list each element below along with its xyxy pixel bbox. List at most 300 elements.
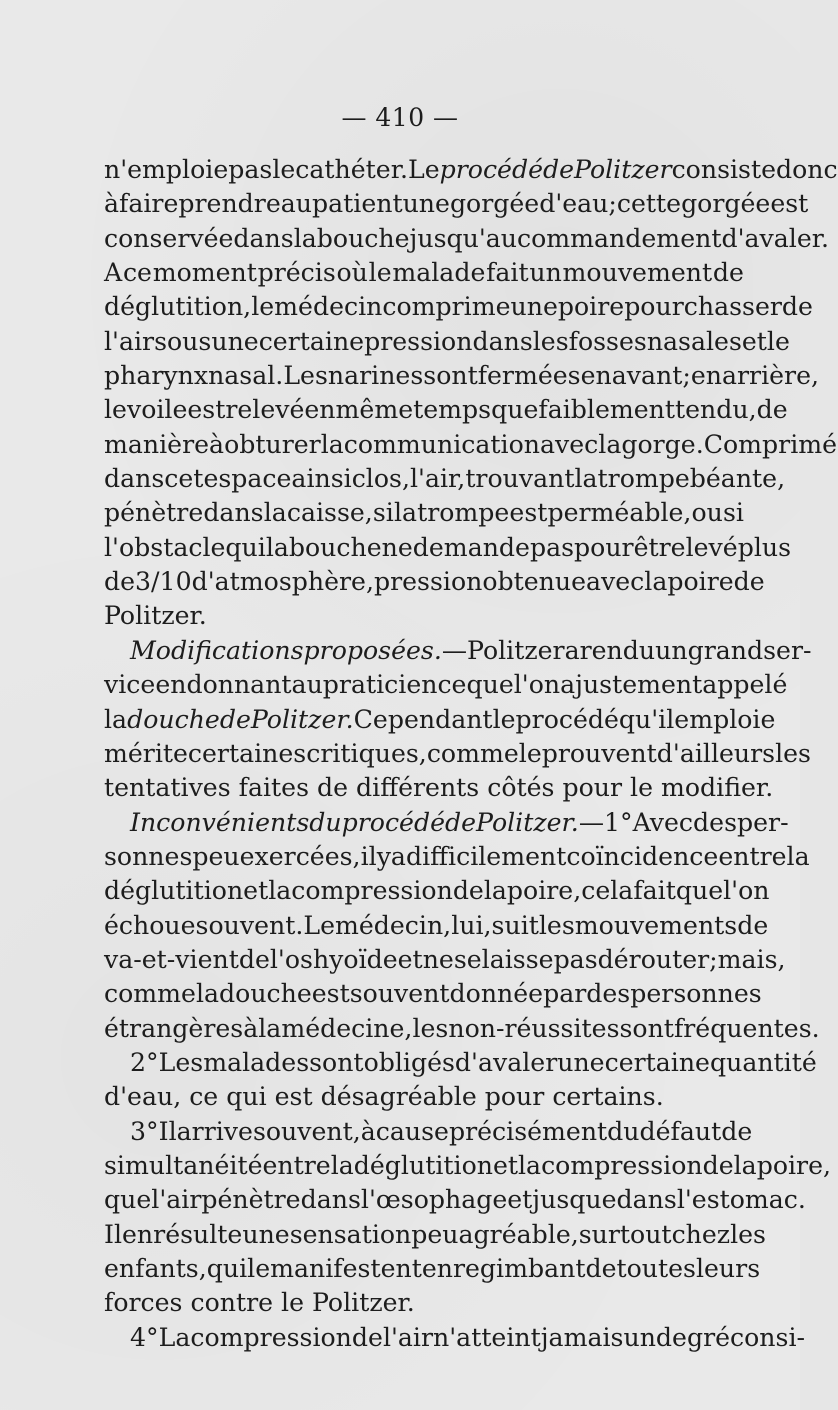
word: prouvent [541,738,657,768]
word: pas [228,155,273,184]
word: 1° [604,807,633,837]
word: grand [687,635,764,665]
text-line [104,771,774,805]
word: le [518,738,542,768]
word: relevé [225,395,305,425]
word: de [445,807,477,837]
word: forces [104,1288,183,1318]
word: jusqu'au [409,223,517,253]
word: de [585,1254,617,1283]
text-line [104,428,838,462]
word: Politzer. [312,1288,415,1318]
word: les [730,1219,766,1249]
word: simultanéité [104,1150,263,1180]
text-line [104,1218,766,1252]
word: de [452,876,484,906]
word: demande [412,532,530,562]
word: ce [189,1082,219,1112]
word: pour [484,1082,545,1112]
text-line [104,1321,806,1355]
word: Politzer [574,155,672,184]
word: avec [586,567,645,597]
word: levé [685,532,738,562]
word: Il [158,1116,177,1146]
word: n'emploie [104,155,229,184]
word: que [104,1185,152,1215]
word: comme [426,738,519,768]
word: comprime [382,292,511,322]
word: et [243,876,269,906]
word: les [532,326,569,356]
word: regimbant [452,1254,586,1283]
word: en [421,1254,453,1283]
word: Les [283,361,328,391]
word: avec [540,429,599,459]
word: l'air, [409,464,466,494]
word: béante, [689,464,786,494]
word: il [360,841,377,871]
word: pharynx [104,361,209,391]
word: pas [553,944,598,974]
word: 4° [130,1322,159,1352]
word: la [517,1150,542,1180]
word: quantité [709,1047,817,1077]
word: en [155,670,187,700]
word: trouvant [465,464,575,494]
word: rendu [579,635,656,665]
text-line [104,1252,761,1286]
word: Modifications [130,635,304,665]
word: de [543,155,575,184]
word: déglutition [104,876,244,906]
word: dans [233,223,294,253]
word: a [390,841,406,871]
word: une [402,189,450,219]
word: a [560,670,576,700]
word: pénètre [201,1185,301,1215]
word: chasser [683,292,782,322]
word: critiques, [306,738,427,768]
word: qui [206,1254,248,1283]
word: de [756,395,788,425]
word: plus [737,532,792,562]
word: certaines [187,738,307,768]
word: mouvements [574,910,738,940]
word: 2° [130,1047,159,1077]
word: souvent [349,979,450,1009]
word: personnes [630,979,762,1009]
word: l'air [151,1185,202,1215]
word: A [104,258,123,288]
text-line [104,1183,806,1217]
word: d'eau; [539,189,617,219]
word: à [209,429,225,459]
word: cette [616,189,682,219]
word: l'œsophage [360,1185,508,1215]
word: douche [127,704,220,734]
word: Il [104,1219,123,1249]
word: poire [667,567,734,597]
text-line [104,153,838,187]
word: peu [192,841,240,871]
word: la [263,498,287,528]
word: qu'il [618,704,675,734]
word: de [712,258,744,288]
word: qui [226,1082,267,1112]
word: prendre [178,189,281,219]
text-line [104,1149,831,1183]
word: entre [262,1150,331,1180]
word: échoue [104,910,196,940]
word: la [393,498,418,528]
word: caisse, [286,498,373,528]
word: et [507,1185,533,1215]
word: cathéter. [295,155,408,184]
word: si [372,498,394,528]
word: clos, [351,464,410,494]
word: trompe [417,498,510,528]
word: arrive [176,1116,253,1146]
word: d'atmosphère, [191,567,374,597]
word: pas [529,532,575,562]
word: a [564,635,580,665]
word: malades [203,1047,310,1077]
word: souvent. [195,910,304,940]
word: d'avaler [454,1047,558,1077]
word: Politzer. [476,807,579,837]
word: Politzer [467,635,565,665]
word: tendu, [675,395,757,425]
word: Comprimé [703,429,838,459]
word: l'air [382,1322,434,1352]
word: degré [655,1322,731,1352]
word: la [293,223,317,253]
word: La [158,1322,191,1352]
word: Inconvénients [130,807,310,837]
text-line [104,496,744,530]
text-line [104,1012,820,1046]
word: ne [422,944,454,974]
word: voile [126,395,188,425]
word: du [607,1116,640,1146]
word: dans [203,498,264,528]
word: moment [152,258,257,288]
word: médecin, [334,910,452,940]
word: en [580,361,612,391]
word: de [317,773,349,803]
word: manifestent [270,1254,422,1283]
word: le [281,1288,304,1318]
text-line [104,462,786,496]
word: Les [158,1047,204,1077]
word: la [786,841,810,871]
word: l'air [104,326,155,356]
word: narines [327,361,424,391]
word: dans [472,326,533,356]
word: poire [557,292,625,322]
word: mérite [104,738,188,768]
word: Politzer. [250,704,354,734]
word: de [104,567,136,597]
text-line [104,187,809,221]
word: mouvement [562,258,713,288]
word: certaine [258,326,365,356]
word: par [543,979,587,1009]
word: même [335,395,414,425]
text-line [104,977,762,1011]
word: appelé [702,670,788,700]
word: le [247,1254,271,1283]
word: laisse [481,944,554,974]
word: 3/10 [135,567,192,597]
word: et [397,944,423,974]
word: nasales [646,326,742,356]
word: pénètre [104,498,204,528]
word: le [766,326,790,356]
word: donnée [449,979,544,1009]
word: faites [238,773,309,803]
word: le [104,395,127,425]
word: gorgée [681,189,771,219]
word: poire, [506,876,582,906]
text-line [104,531,792,565]
word: donc [776,155,838,184]
text-line [104,943,786,977]
word: la [733,1150,757,1180]
word: si [722,498,744,528]
word: bouche [288,532,382,562]
word: 3° [130,1116,159,1146]
word: une [211,326,259,356]
word: douche [219,979,312,1009]
word: que [675,876,724,906]
word: en [690,361,722,391]
word: au [291,670,323,700]
word: emploie [674,704,776,734]
word: compression [541,1150,703,1180]
word: le [272,155,296,184]
word: pression [373,567,483,597]
word: du [309,807,342,837]
text-line [104,565,765,599]
word: chez [671,1219,731,1249]
word: lui, [451,910,492,940]
word: entre [718,841,787,871]
word: sont [423,361,478,391]
word: les [538,910,575,940]
word: la [644,567,668,597]
word: la [104,704,128,734]
word: obturer [224,429,321,459]
word: sont [309,1047,364,1077]
word: trompe [597,464,690,494]
word: dans [616,1185,677,1215]
word: la [483,876,507,906]
word: est [274,1082,313,1112]
word: cet [164,464,204,494]
text-line [104,325,790,359]
word: vice [104,670,156,700]
word: avant; [611,361,691,391]
word: une [242,1219,290,1249]
word: médecine, [281,1013,413,1043]
word: poire, [756,1150,831,1180]
word: jamais [540,1322,624,1352]
word: — [578,807,604,837]
word: praticien [322,670,438,700]
word: résulte [153,1219,243,1249]
word: de [721,1116,753,1146]
word: de [702,1150,734,1180]
text-line [104,634,812,668]
word: nasal. [208,361,284,391]
word: compression [190,1322,352,1352]
text-line [104,256,744,290]
word: peu [411,1219,459,1249]
word: l'os [269,944,313,974]
word: modifier. [661,773,774,803]
word: l'on [723,876,770,906]
word: cause [375,1116,449,1146]
text-line [104,840,810,874]
word: que [466,670,514,700]
word: justement [575,670,703,700]
word: ainsi [291,464,352,494]
text-line [104,1080,744,1114]
word: certains. [552,1082,664,1112]
word: déglutition [353,1150,493,1180]
word: l'obstacle [104,532,226,562]
word: va-et-vient [104,944,239,974]
word: ce [437,670,467,700]
word: faire [119,189,179,219]
word: dans [300,1185,361,1215]
word: le [251,292,275,322]
word: dans [104,464,165,494]
word: non-réussites [448,1013,620,1043]
word: procédé [515,704,619,734]
word: précisément [448,1116,608,1146]
text-line [104,737,811,771]
word: temps [413,395,492,425]
word: sous [154,326,212,356]
word: tentatives [104,773,231,803]
word: est [509,498,548,528]
word: d'eau, [104,1082,182,1112]
word: à [243,1013,259,1043]
word: une [557,1047,605,1077]
word: la [265,532,289,562]
word: patient [312,189,403,219]
text-line [104,359,819,393]
word: gorgée [449,189,540,219]
word: — [441,635,468,665]
word: pour [574,532,634,562]
word: et [741,326,767,356]
word: malade [392,258,486,288]
word: de [781,292,813,322]
word: le [492,704,516,734]
word: donnant [186,670,292,700]
text-line [104,668,788,702]
word: surtout [578,1219,672,1249]
word: espace [203,464,292,494]
word: Avec [632,807,694,837]
word: qui [225,532,266,562]
word: à [104,189,120,219]
word: la [320,429,344,459]
word: et [492,1150,518,1180]
word: ou [691,498,723,528]
word: fermées [477,361,581,391]
word: cela [581,876,634,906]
word: contre [190,1288,274,1318]
word: défaut [639,1116,722,1146]
word: fait [486,258,529,288]
word: communication [343,429,540,459]
word: perméable, [547,498,692,528]
word: procédé [341,807,445,837]
word: mais, [717,944,786,974]
page-number: — 410 — [341,103,459,132]
word: enfants, [104,1254,207,1283]
word: précis [257,258,336,288]
word: exercées, [239,841,361,871]
word: la [195,979,220,1009]
page-text [104,153,838,1355]
word: toutes [616,1254,696,1283]
word: coïncidence [566,841,719,871]
text-line [104,1046,817,1080]
word: conservée [104,223,234,253]
word: au [280,189,312,219]
text-line [104,1115,753,1149]
word: hyoïde [312,944,398,974]
word: procédé [439,155,543,184]
word: compression [291,876,453,906]
word: arrière, [721,361,819,391]
word: difficilement [405,841,567,871]
word: fréquentes. [673,1013,820,1043]
word: obtenue [482,567,587,597]
word: le [368,258,392,288]
word: la [574,464,598,494]
word: sont [619,1013,674,1043]
word: proposées. [303,635,442,665]
word: le [630,773,653,803]
word: pour [624,292,684,322]
word: bouche [316,223,410,253]
word: sonnes [104,841,193,871]
text-line [104,599,744,633]
text-line [104,703,776,737]
word: des [693,807,738,837]
word: déglutition, [104,292,252,322]
word: n'atteint [433,1322,541,1352]
word: gorge. [621,429,704,459]
word: pour [562,773,623,803]
word: comme [104,979,196,1009]
word: d'avaler. [721,223,830,253]
word: Cependant [353,704,493,734]
word: que [491,395,539,425]
text-line [104,874,770,908]
word: la [598,429,622,459]
text-line [104,1286,744,1320]
word: sensation [289,1219,412,1249]
word: en [122,1219,154,1249]
word: pression [364,326,473,356]
